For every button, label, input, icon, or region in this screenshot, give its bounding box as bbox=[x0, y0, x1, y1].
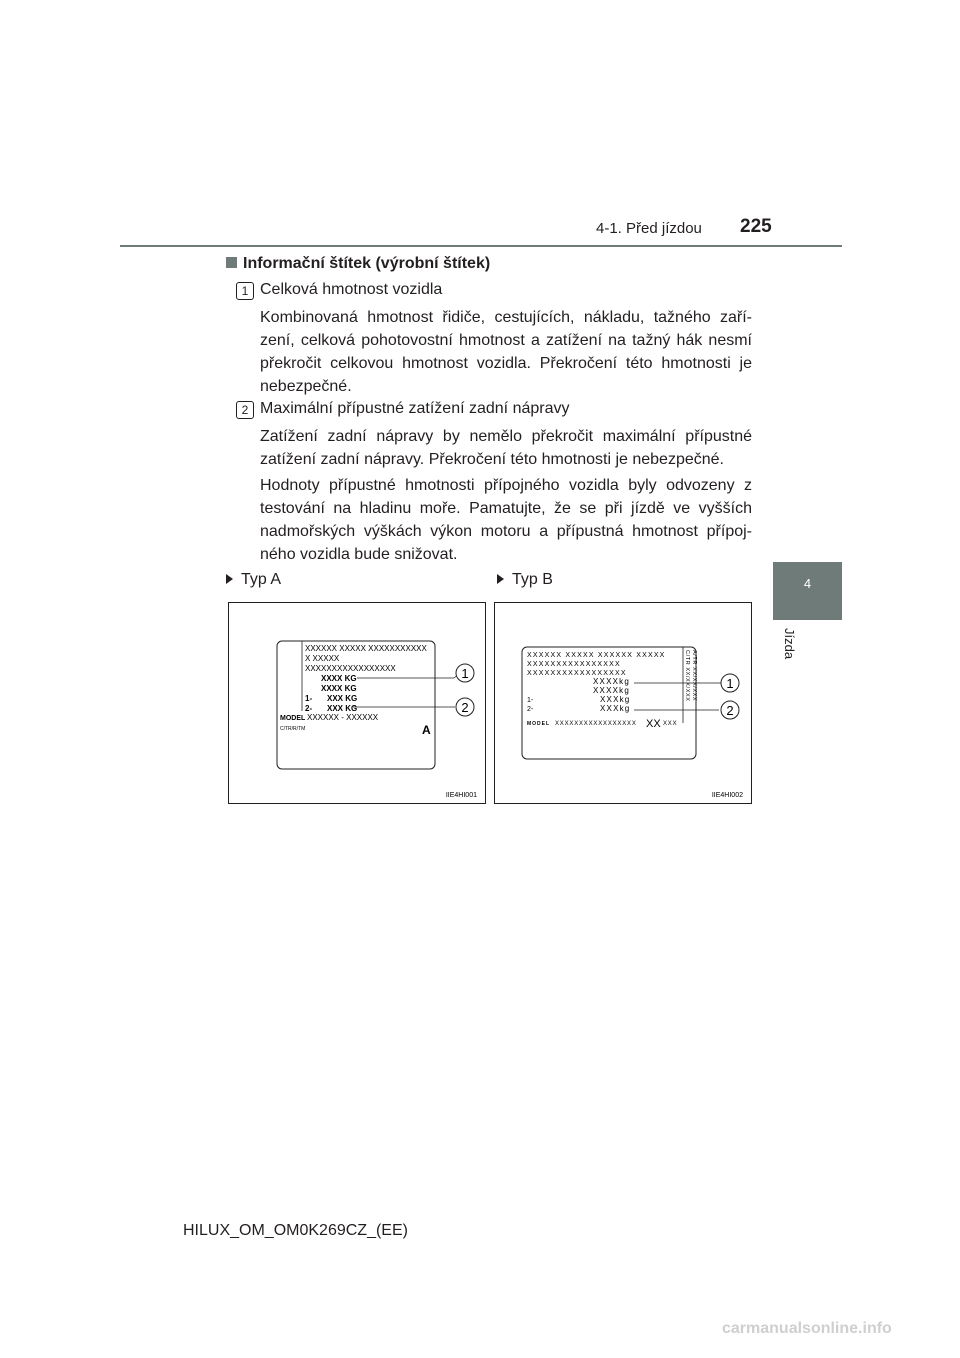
plate-a-model-value: XXXXXX - XXXXXX bbox=[307, 713, 379, 722]
figure-code: IIE4HI002 bbox=[711, 792, 743, 799]
callout-1: 1 bbox=[726, 676, 734, 691]
plate-b-line: XXXXXXXXXXXXXXXX bbox=[527, 661, 621, 668]
figure-typ-a bbox=[228, 602, 486, 804]
triangle-bullet-icon bbox=[497, 574, 504, 584]
chapter-number: 4 bbox=[803, 576, 812, 591]
square-bullet-icon bbox=[226, 257, 237, 268]
plate-b-axle-label: 1- bbox=[527, 697, 534, 704]
plate-b-model-label: MODEL bbox=[527, 721, 551, 727]
plate-b-weight: XXXXkg bbox=[593, 677, 630, 686]
plate-b-model-suffix-big: XX bbox=[646, 718, 661, 730]
chapter-tab bbox=[773, 562, 842, 620]
plate-b-side-column: C/TR XX/XX/XXX bbox=[684, 650, 690, 702]
plate-a-model-label: MODEL bbox=[280, 715, 306, 722]
figure-code: IIE4HI001 bbox=[445, 792, 477, 799]
plate-a-illustration bbox=[229, 603, 485, 803]
plate-b-model-suffix: XXX bbox=[663, 721, 678, 727]
plate-a-weight: XXX KG bbox=[327, 704, 358, 713]
item-paragraph: Hodnoty přípustné hmotnosti přípojného vozidla byly odvozeny z testování na hladinu moře. Pamatujte, že se při jízdě ve vyšších nadmořských výškách výkon motoru a přípustná hmotnost přípoj-ného vozidla bude snižovat. bbox=[260, 477, 752, 563]
figure-typ-b bbox=[494, 602, 752, 804]
plate-a-mark: A bbox=[422, 723, 431, 737]
item-number-badge: 2 bbox=[236, 401, 254, 419]
page-number: 225 bbox=[740, 216, 772, 237]
chapter-label bbox=[771, 622, 831, 682]
item-title: Maximální přípustné zatížení zadní nápravy bbox=[260, 400, 570, 417]
plate-b-line: XXXXXXXXXXXXXXXXX bbox=[527, 670, 627, 677]
plate-b-weight: XXXkg bbox=[600, 704, 631, 713]
plate-b-line: XXXXXX XXXXX XXXXXX XXXXX bbox=[527, 652, 666, 659]
item-paragraph: Kombinovaná hmotnost řidiče, cestujících, nákladu, tažného zaří-zení, celková pohotovostní hmotnost a zatížení na tažný hák nesmí překročit celkovou hmotnost vozidla. Překročení této hmotnosti je nebezpečné. bbox=[260, 309, 752, 395]
item-paragraph: Zatížení zadní nápravy by nemělo překročit maximální přípustné zatížení zadní nápravy. Překročení této hmotnosti je nebezpečné. bbox=[260, 428, 752, 468]
plate-b-model-value: XXXXXXXXXXXXXXXXX bbox=[555, 721, 637, 727]
plate-a-line: XXXXXXXXXXXXXXXXX bbox=[305, 664, 396, 673]
triangle-bullet-icon bbox=[226, 574, 233, 584]
plate-b-illustration bbox=[495, 603, 751, 803]
plate-b-axle-label: 2- bbox=[527, 706, 534, 713]
section-heading bbox=[226, 255, 490, 273]
callout-1: 1 bbox=[461, 666, 469, 681]
plate-b-weight: XXXXkg bbox=[593, 686, 630, 695]
header-divider bbox=[120, 245, 842, 247]
watermark-link[interactable]: carmanualsonline.info bbox=[722, 1320, 892, 1337]
header-section-title: 4-1. Před jízdou bbox=[596, 220, 702, 237]
plate-a-weight: XXX KG bbox=[327, 694, 358, 703]
plate-a-axle-label: 2- bbox=[305, 704, 313, 713]
document-code: HILUX_OM_OM0K269CZ_(EE) bbox=[183, 1222, 408, 1239]
plate-a-submark: C/TR/R/TM bbox=[280, 726, 306, 732]
plate-a-weight: XXXX KG bbox=[321, 684, 357, 693]
plate-a-axle-label: 1- bbox=[305, 694, 313, 703]
plate-a-line: XXXXXX XXXXX XXXXXXXXXXX bbox=[305, 644, 427, 653]
figure-label-typ-b: Typ B bbox=[497, 571, 553, 589]
plate-a-weight: XXXX KG bbox=[321, 674, 357, 683]
figure-label-typ-a: Typ A bbox=[226, 571, 281, 589]
callout-2: 2 bbox=[726, 703, 734, 718]
item-number-badge: 1 bbox=[236, 282, 254, 300]
chapter-label-text: Jízda bbox=[782, 628, 797, 660]
callout-2: 2 bbox=[461, 700, 469, 715]
plate-b-side-column: A/TR XX/XX/XXX bbox=[691, 650, 697, 702]
plate-a-line: X XXXXX bbox=[305, 654, 340, 663]
section-heading-text: Informační štítek (výrobní štítek) bbox=[243, 255, 491, 272]
plate-b-weight: XXXkg bbox=[600, 695, 631, 704]
item-title: Celková hmotnost vozidla bbox=[260, 281, 443, 298]
